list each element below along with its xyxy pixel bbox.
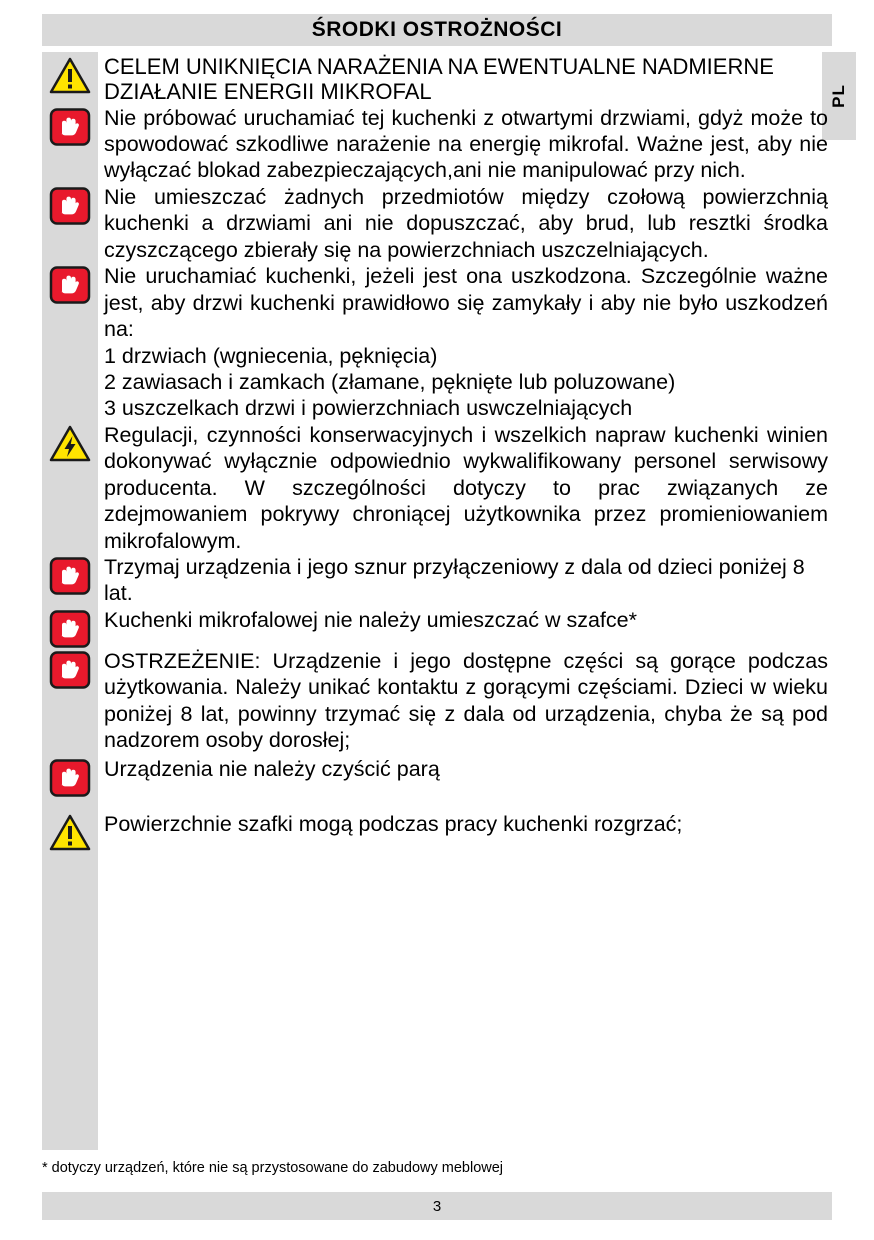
icon-slot xyxy=(42,105,98,146)
stop-hand-icon xyxy=(49,108,91,146)
instruction-block xyxy=(42,263,832,422)
instruction-text: Powierzchnie szafki mogą podczas pracy kuchenki rozgrzać; xyxy=(104,811,683,836)
icon-slot xyxy=(42,607,98,648)
icon-slot xyxy=(42,554,98,595)
instruction-list-item: 3 uszczelkach drzwi i powierzchniach uswczelniających xyxy=(104,396,633,421)
page-number: 3 xyxy=(432,1197,442,1215)
instruction-list-item: 2 zawiasach i zamkach (złamane, pęknięte lub poluzowane) xyxy=(104,369,676,394)
warning-triangle-icon xyxy=(49,814,91,852)
instruction-block xyxy=(42,607,832,648)
footnote: * dotyczy urządzeń, które nie są przystosowane do zabudowy meblowej xyxy=(42,1160,504,1176)
warning-triangle-icon xyxy=(49,57,91,95)
instruction-text: Nie umieszczać żadnych przedmiotów między czołową powierzchnią kuchenki a drzwiami ani nie dopuszczać, aby brud, lub resztki środka czyszczącego zbierały się na powierzchniach uszczelniających. xyxy=(104,184,828,262)
instruction-text: Nie uruchamiać kuchenki, jeżeli jest ona uszkodzona. Szczególnie ważne jest, aby drzwi kuchenki prawidłowo się zamykały i aby nie było uszkodzeń na: xyxy=(104,264,828,342)
instruction-block xyxy=(42,756,832,797)
instruction-text: CELEM UNIKNIĘCIA NARAŻENIA NA EWENTUALNE NADMIERNE DZIAŁANIE ENERGII MIKROFAL xyxy=(104,54,774,105)
instruction-text: Urządzenia nie należy czyścić parą xyxy=(104,756,440,781)
language-tab-label: PL xyxy=(828,84,848,108)
instruction-text: Nie próbować uruchamiać tej kuchenki z otwartymi drzwiami, gdyż może to spowodować szkodliwe narażenie na energię mikrofal. Ważne jest, aby nie wyłączać blokad zabezpieczających,ani nie manipulować przy nich. xyxy=(104,105,828,183)
icon-slot xyxy=(42,422,98,463)
stop-hand-icon xyxy=(49,187,91,225)
instruction-block xyxy=(42,648,832,754)
page-header xyxy=(42,14,832,46)
instruction-block xyxy=(42,422,832,554)
page-footer xyxy=(42,1192,832,1220)
instruction-block xyxy=(42,811,832,852)
instruction-text: Kuchenki mikrofalowej nie należy umieszczać w szafce* xyxy=(104,607,637,632)
icon-slot xyxy=(42,648,98,689)
icon-slot xyxy=(42,263,98,304)
instruction-block xyxy=(42,105,832,184)
instruction-text: Regulacji, czynności konserwacyjnych i wszelkich napraw kuchenki winien dokonywać wyłącznie odpowiednio wykwalifikowany personel serwisowy producenta. W szczególności dotyczy to prac związanych ze zdejmowaniem pokrywy chroniącej użytkownika przez promieniowaniem mikrofalowym. xyxy=(104,422,828,553)
instruction-block xyxy=(42,54,832,105)
icon-slot xyxy=(42,811,98,852)
instruction-list-item: 1 drzwiach (wgniecenia, pęknięcia) xyxy=(104,343,438,368)
safety-instructions-list xyxy=(42,52,832,852)
instruction-block xyxy=(42,554,832,607)
stop-hand-icon xyxy=(49,266,91,304)
icon-slot xyxy=(42,54,98,95)
icon-slot xyxy=(42,184,98,225)
stop-hand-icon xyxy=(49,557,91,595)
instruction-text: Trzymaj urządzenia i jego sznur przyłączeniowy z dala od dzieci poniżej 8 lat. xyxy=(104,555,805,606)
instruction-block xyxy=(42,184,832,263)
page-title: ŚRODKI OSTROŻNOŚCI xyxy=(311,18,563,41)
stop-hand-icon xyxy=(49,610,91,648)
icon-slot xyxy=(42,756,98,797)
stop-hand-icon xyxy=(49,651,91,689)
electric-hazard-icon xyxy=(49,425,91,463)
stop-hand-icon xyxy=(49,759,91,797)
instruction-text: OSTRZEŻENIE: Urządzenie i jego dostępne części są gorące podczas użytkowania. Należy unikać kontaktu z gorącymi częściami. Dzieci w wieku poniżej 8 lat, powinny trzymać się z dala od urządzenia, chyba że są pod nadzorem osoby dorosłej; xyxy=(104,648,828,753)
